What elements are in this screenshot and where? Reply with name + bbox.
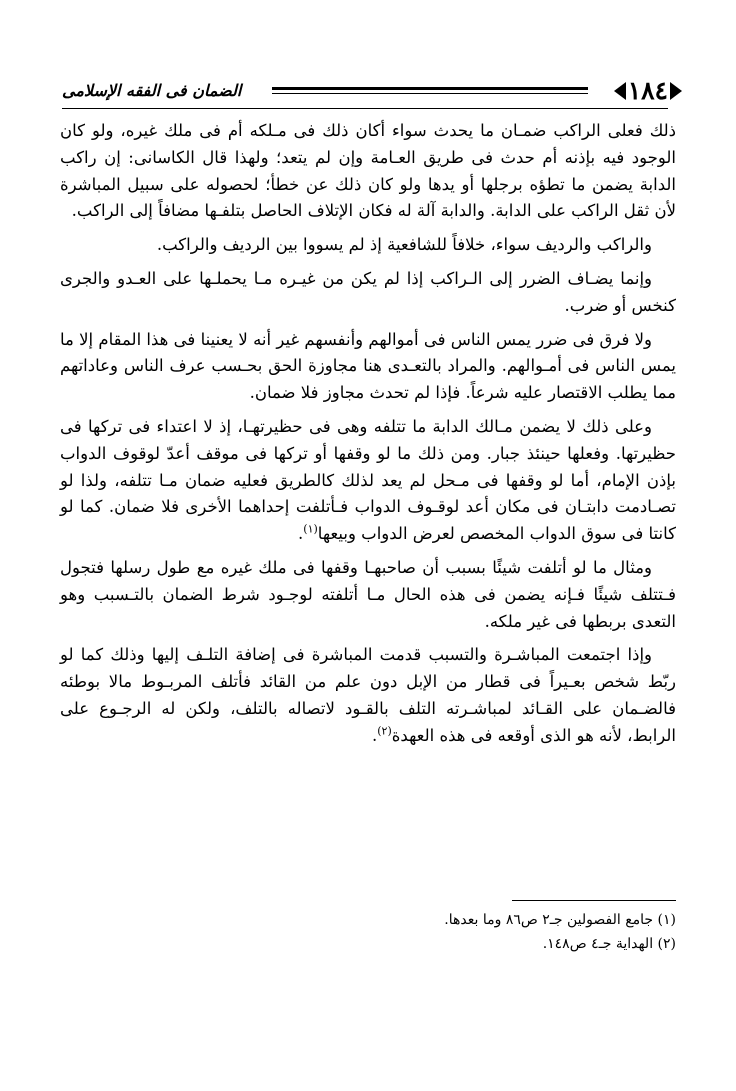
- paragraph-3: [60, 266, 676, 320]
- body-text: [60, 118, 676, 757]
- page-number: ١٨٤: [627, 76, 668, 105]
- footnote-1: (١) جامع الفصولين جـ٢ ص٨٦ وما بعدها.: [444, 912, 676, 928]
- paragraph-text: وعلى ذلك لا يضمن مـالك الدابة ما تتلفه وهى فى حظيرتهـا، إذ لا اعتداء فى تركها فى حظيرتها. وفعلها حينئذ جبار. ومن ذلك ما لو وقفها أو تركها فى موقف أعدّ لوقوف الدواب بإذن الإمام، أما لو وقفها فى مـحل لم يعد لذلك كالطريق فعليه ضمان مـا تتلفه، ولذا لو تصـادمت دابتـان فى مكان أعد لوقـوف الدواب فـأتلفت إحداهما الأخرى فلا ضمان. كما لو كانتا فى سوق الدواب المخصص لعرض الدواب وبيعها: [60, 416, 676, 544]
- footnote-ref-2: (٢): [377, 724, 392, 738]
- footnote-2: (٢) الهداية جـ٤ ص١٤٨.: [542, 936, 676, 952]
- running-title: الضمان فى الفقه الإسلامى: [62, 81, 242, 100]
- paragraph-2: [60, 232, 676, 259]
- paragraph-6: [60, 555, 676, 635]
- paragraph-4: [60, 327, 676, 407]
- page-header: [62, 76, 668, 110]
- footnote-separator: [512, 900, 676, 901]
- paragraph-5: [60, 414, 676, 548]
- paragraph-1: [60, 118, 676, 225]
- paragraph-text: وإنما يضـاف الضرر إلى الـراكب إذا لم يكن من غيـره مـا يحملـها على العـدو والجرى كنخس أو ضرب.: [60, 268, 676, 315]
- footnotes: [60, 908, 676, 956]
- paragraph-text: ولا فرق فى ضرر يمس الناس فى أموالهم وأنفسهم غير أنه لا يعنينا فى هذا المقام إلا ما يمس الناس فى أمـوالهم. والمراد بالتعـدى هنا مجاوزة الحق بحـسب عرف الناس وعاداتهم مما يطلب الاقتصار عليه شرعاً. فإذا لم تحدث مجاوز فلا ضمان.: [60, 329, 676, 403]
- footnote-ref-1: (١): [303, 522, 318, 536]
- paragraph-7: [60, 642, 676, 749]
- paragraph-tail: .: [298, 524, 304, 544]
- header-rule: [272, 87, 588, 94]
- paragraph-text: والراكب والرديف سواء، خلافاً للشافعية إذ لم يسووا بين الرديف والراكب.: [156, 235, 652, 255]
- paragraph-tail: .: [372, 725, 378, 745]
- paragraph-text: ومثال ما لو أتلفت شيئًا بسبب أن صاحبهـا وقفها فى ملك غيره مع طول رسلها فتجول فـتتلف شيئًا فـإنه يضمن فى هذه الحال مـا أتلفته لوجـود شرط الضمان بالتـسبب وهو التعدى بربطها فى غير ملكه.: [60, 557, 676, 631]
- header-underline: [62, 108, 668, 109]
- paragraph-text: ذلك فعلى الراكب ضمـان ما يحدث سواء أكان ذلك فى مـلكه أم فى ملك غيره، ولو كان الوجود فيه بإذنه أم حدث فى طريق العـامة وإن لم يتعد؛ ولهذا قال الكاسانى: إن راكب الدابة يضمن ما تطؤه برجلها أو يدها ولو كان ذلك عن خطأ؛ لحصوله على سبيل المباشرة لأن ثقل الراكب على الدابة. والدابة آلة له فكان الإتلاف الحاصل بتلفـها مضافاً إلى الراكب.: [60, 121, 676, 221]
- paragraph-text: وإذا اجتمعت المباشـرة والتسبب قدمت المباشرة فى إضافة التلـف إليها وذلك كما لو ربّط شخص بعـيراً فى قطار من الإبل دون علم من القائد فأتلف المربـوط مالا بوطئه فالضـمان على القـائد لمباشـرته التلف بالقـود لاتصاله بالتلف، ولكن له الرجـوع على الرابط، لأنه هو الذى أوقعه فى هذه العهدة: [60, 645, 676, 745]
